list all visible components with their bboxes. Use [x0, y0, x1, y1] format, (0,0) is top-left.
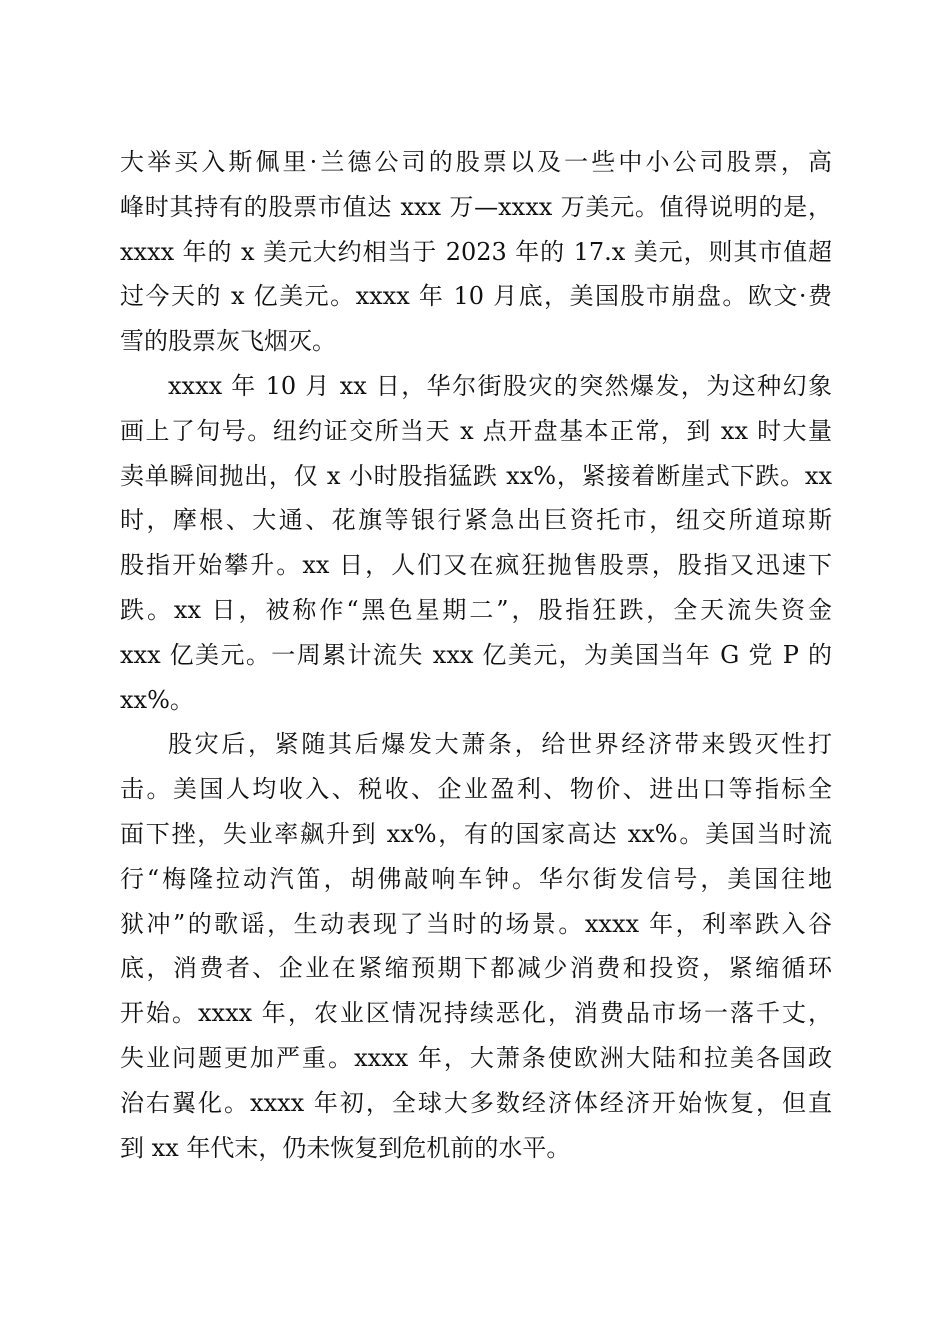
- text-line: 击。美国人均收入、税收、企业盈利、物价、进出口等指标全: [120, 775, 832, 804]
- paragraph-1: [120, 140, 832, 364]
- text-line: 过今天的 x 亿美元。xxxx 年 10 月底，美国股市崩盘。欧文·费: [120, 282, 832, 311]
- text-line: 狱冲”的歌谣，生动表现了当时的场景。xxxx 年，利率跌入谷: [120, 909, 832, 938]
- text-line: xxxx 年的 x 美元大约相当于 2023 年的 17.x 美元，则其市值超: [120, 237, 832, 266]
- text-line: 卖单瞬间抛出，仅 x 小时股指猛跌 xx%，紧接着断崖式下跌。xx: [120, 461, 832, 490]
- text-line: 峰时其持有的股票市值达 xxx 万—xxxx 万美元。值得说明的是，: [120, 192, 832, 221]
- text-line: 治右翼化。xxxx 年初，全球大多数经济体经济开始恢复，但直: [120, 1088, 832, 1117]
- paragraph-2: [120, 364, 832, 722]
- text-line: 股灾后，紧随其后爆发大萧条，给世界经济带来毁灭性打: [168, 730, 832, 759]
- text-line: 失业问题更加严重。xxxx 年，大萧条使欧洲大陆和拉美各国政: [120, 1043, 832, 1072]
- text-line: 雪的股票灰飞烟灭。: [120, 327, 336, 356]
- text-line: 股指开始攀升。xx 日，人们又在疯狂抛售股票，股指又迅速下: [120, 551, 832, 580]
- text-line: 到 xx 年代末，仍未恢复到危机前的水平。: [120, 1133, 571, 1162]
- text-line: 大举买入斯佩里·兰德公司的股票以及一些中小公司股票，高: [120, 148, 832, 176]
- text-line: xx%。: [120, 685, 194, 714]
- text-line: 跌。xx 日，被称作“黑色星期二”，股指狂跌，全天流失资金: [120, 595, 832, 624]
- text-line: 行“梅隆拉动汽笛，胡佛敲响车钟。华尔街发信号，美国往地: [120, 864, 832, 893]
- text-line: 时，摩根、大通、花旗等银行紧急出巨资托市，纽交所道琼斯: [120, 506, 832, 535]
- text-line: xxxx 年 10 月 xx 日，华尔街股灾的突然爆发，为这种幻象: [168, 371, 832, 400]
- text-line: 底，消费者、企业在紧缩预期下都减少消费和投资，紧缩循环: [120, 954, 832, 983]
- paragraph-3: [120, 722, 832, 1170]
- text-line: 面下挫，失业率飙升到 xx%，有的国家高达 xx%。美国当时流: [120, 819, 832, 848]
- text-line: xxx 亿美元。一周累计流失 xxx 亿美元，为美国当年 G 党 P 的: [120, 640, 832, 669]
- body-text: [120, 140, 832, 1170]
- text-line: 画上了句号。纽约证交所当天 x 点开盘基本正常，到 xx 时大量: [120, 416, 832, 445]
- text-line: 开始。xxxx 年，农业区情况持续恶化，消费品市场一落千丈，: [120, 999, 832, 1028]
